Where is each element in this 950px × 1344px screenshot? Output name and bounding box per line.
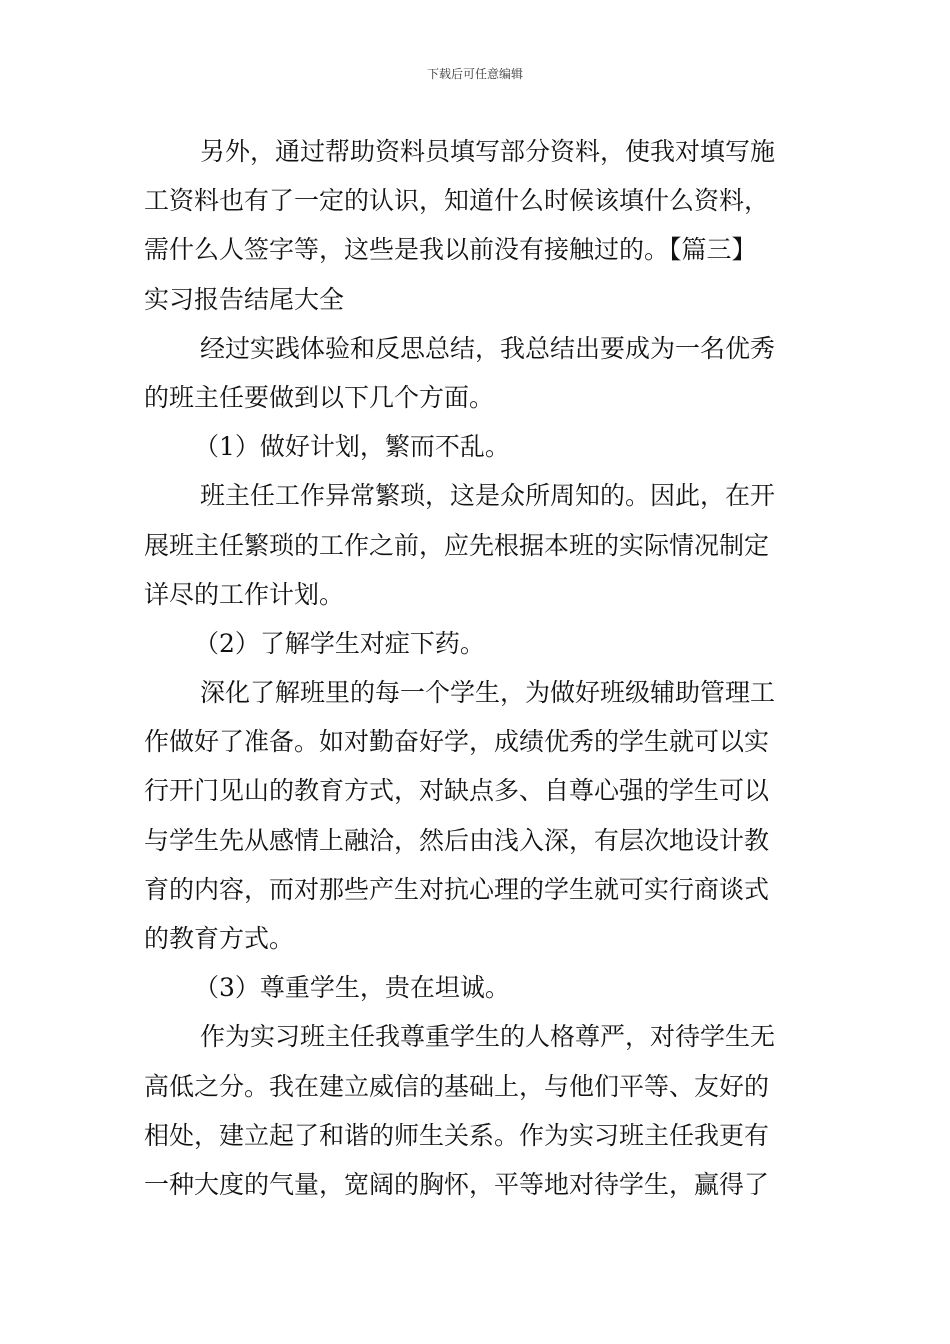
page-header-note: 下载后可任意编辑 bbox=[426, 67, 523, 81]
text-line: 经过实践体验和反思总结，我总结出要成为一名优秀 bbox=[200, 333, 776, 363]
text-line: 班主任工作异常繁琐，这是众所周知的。因此，在开 bbox=[200, 481, 776, 511]
text-line: 实习报告结尾大全 bbox=[144, 284, 345, 314]
text-line: 展班主任繁琐的工作之前，应先根据本班的实际情况制定 bbox=[144, 530, 770, 560]
text-line: 的教育方式。 bbox=[144, 924, 295, 953]
section-heading-3: （3）尊重学生，贵在坦诚。 bbox=[194, 973, 510, 1003]
section-heading-1: （1）做好计划，繁而不乱。 bbox=[194, 432, 510, 462]
text-line: 需什么人签字等，这些是我以前没有接触过的。【篇三】 bbox=[144, 235, 757, 265]
text-line: 与学生先从感情上融洽，然后由浅入深，有层次地设计教 bbox=[144, 825, 770, 855]
text-line: 深化了解班里的每一个学生，为做好班级辅助管理工 bbox=[200, 678, 776, 708]
text-line: 育的内容，而对那些产生对抗心理的学生就可实行商谈式 bbox=[144, 874, 770, 904]
text-line: 一种大度的气量，宽阔的胸怀，平等地对待学生，赢得了 bbox=[144, 1169, 770, 1199]
text-line: 工资料也有了一定的认识，知道什么时候该填什么资料， bbox=[144, 186, 770, 216]
text-line: 详尽的工作计划。 bbox=[144, 579, 345, 609]
text-line: 行开门见山的教育方式，对缺点多、自尊心强的学生可以 bbox=[144, 776, 770, 806]
document-body bbox=[144, 127, 808, 1209]
text-line: 相处，建立起了和谐的师生关系。作为实习班主任我更有 bbox=[144, 1120, 770, 1150]
text-line: 作做好了准备。如对勤奋好学，成绩优秀的学生就可以实 bbox=[144, 727, 770, 757]
text-line: 作为实习班主任我尊重学生的人格尊严，对待学生无 bbox=[200, 1022, 776, 1052]
section-heading-2: （2）了解学生对症下药。 bbox=[194, 628, 485, 658]
text-line: 另外，通过帮助资料员填写部分资料，使我对填写施 bbox=[200, 137, 776, 166]
text-line: 的班主任要做到以下几个方面。 bbox=[144, 382, 495, 412]
text-line: 高低之分。我在建立威信的基础上，与他们平等、友好的 bbox=[144, 1071, 770, 1101]
